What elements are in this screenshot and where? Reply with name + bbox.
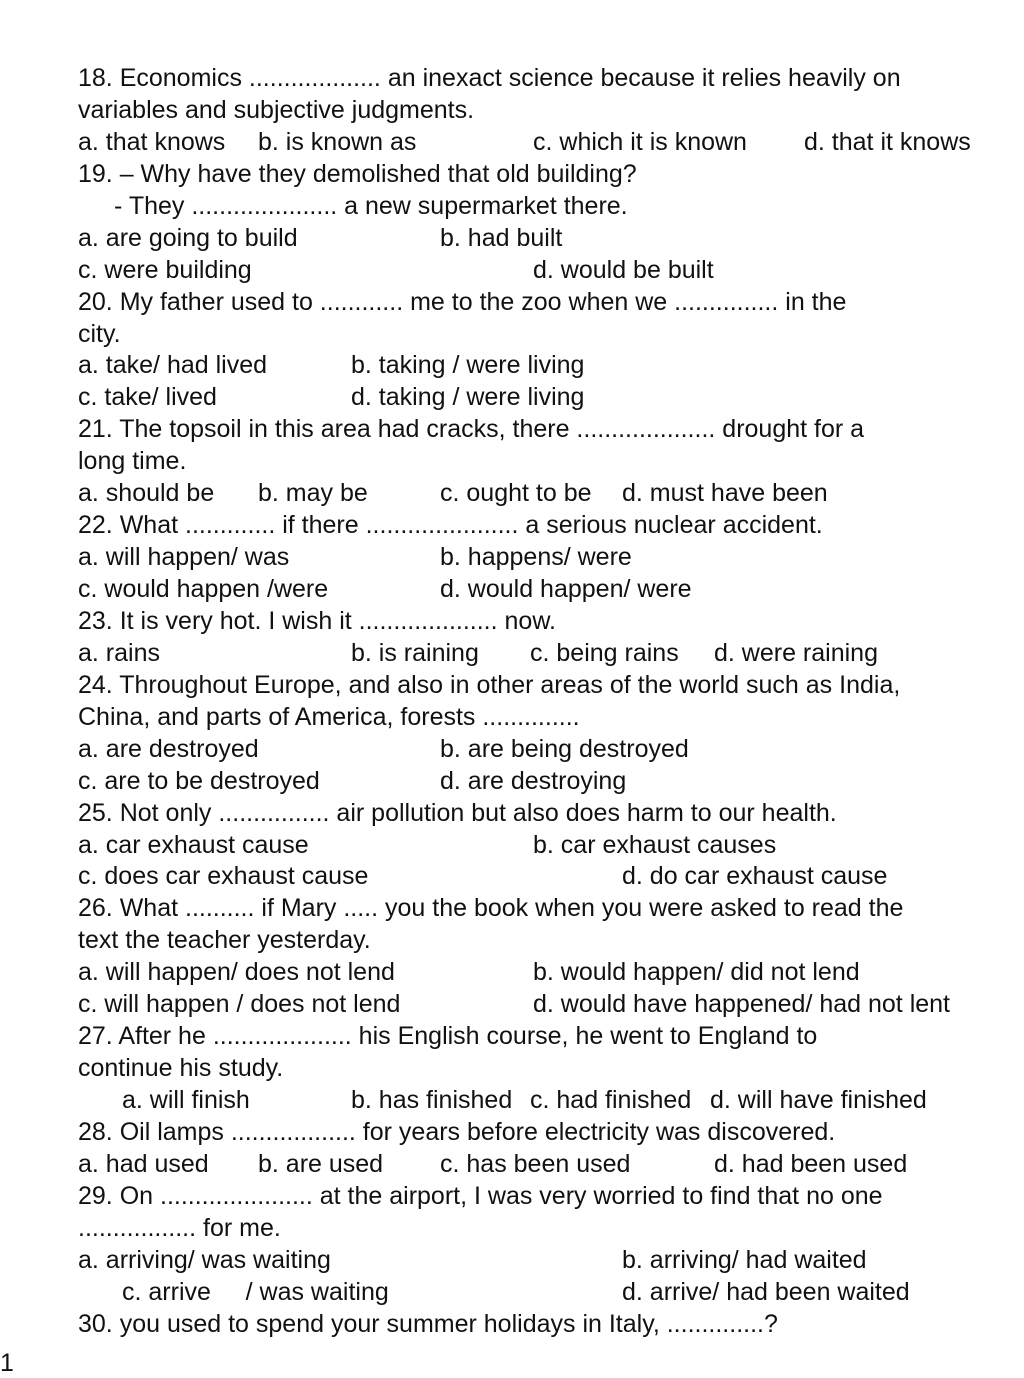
option-b: b. may be — [258, 479, 368, 508]
question-26-stem-cont: text the teacher yesterday. — [78, 926, 371, 955]
question-18-stem: 18. Economics ................... an inexact science because it relies heavily on — [78, 64, 901, 92]
question-22-stem: 22. What ............. if there ...................... a serious nuclear accident. — [78, 511, 823, 540]
option-c: c. would happen /were — [78, 575, 329, 603]
question-19-stem: 19. – Why have they demolished that old building? — [78, 159, 637, 188]
option-a: a. will happen/ does not lend — [78, 958, 395, 987]
question-24-stem: 24. Throughout Europe, and also in other areas of the world such as India, — [78, 670, 901, 699]
question-20-options-ab — [78, 350, 1008, 382]
option-a: a. rains — [78, 638, 160, 667]
question-26-stem: 26. What .......... if Mary ..... you the book when you were asked to read the — [78, 894, 904, 923]
option-b: b. arriving/ had waited — [622, 1245, 867, 1274]
option-c: c. are to be destroyed — [78, 766, 320, 795]
option-d: d. are destroying — [440, 766, 627, 795]
question-19-stem-cont: - They ..................... a new supermarket there. — [114, 191, 628, 220]
question-20-stem-cont: city. — [78, 319, 121, 348]
option-d: d. would have happened/ had not lent — [533, 990, 951, 1019]
question-23-stem: 23. It is very hot. I wish it .................... now. — [78, 606, 556, 635]
option-b: b. is known as — [258, 127, 417, 156]
option-b: b. are used — [258, 1149, 384, 1178]
option-b: b. are being destroyed — [440, 734, 689, 763]
option-d: d. do car exhaust cause — [622, 862, 888, 891]
option-d: d. arrive/ had been waited — [622, 1277, 910, 1306]
option-b: b. is raining — [351, 638, 479, 667]
option-a: a. will finish — [122, 1086, 250, 1114]
option-a: a. will happen/ was — [78, 543, 290, 572]
option-c: c. were building — [78, 255, 252, 284]
option-c: c. does car exhaust cause — [78, 862, 369, 891]
question-20-stem: 20. My father used to ............ me to the zoo when we ............... in the — [78, 287, 847, 316]
option-c: c. which it is known — [533, 127, 747, 156]
question-30-stem: 30. you used to spend your summer holidays in Italy, ..............? — [78, 1309, 778, 1338]
question-29-stem: 29. On ...................... at the airport, I was very worried to find that no one — [78, 1181, 883, 1210]
question-26-options-cd — [78, 989, 1008, 1021]
option-d: d. would be built — [533, 255, 714, 284]
option-a: a. are going to build — [78, 223, 298, 252]
question-20-options-cd — [78, 382, 1008, 414]
option-a: a. arriving/ was waiting — [78, 1245, 331, 1274]
question-28-options — [78, 1149, 1008, 1181]
option-b: b. had built — [440, 223, 563, 252]
question-25-stem: 25. Not only ................ air pollution but also does harm to our health. — [78, 798, 837, 827]
option-c: c. will happen / does not lend — [78, 990, 401, 1019]
question-24-options-ab — [78, 734, 1008, 766]
question-27-options — [78, 1085, 1008, 1117]
question-19-options-ab — [78, 223, 1008, 255]
option-c: c. being rains — [530, 638, 679, 667]
question-25-options-ab — [78, 830, 1008, 862]
option-c: c. ought to be — [440, 479, 592, 508]
question-24-stem-cont: China, and parts of America, forests .............. — [78, 702, 580, 731]
option-b: b. would happen/ did not lend — [533, 958, 860, 987]
page-number: 1 — [0, 1349, 14, 1377]
question-21-options — [78, 478, 1008, 510]
option-d: d. taking / were living — [351, 383, 585, 412]
option-d: d. that it knows — [804, 127, 971, 156]
option-a: a. car exhaust cause — [78, 830, 309, 859]
option-a: a. had used — [78, 1149, 209, 1178]
question-21-stem: 21. The topsoil in this area had cracks, there .................... drought for a — [78, 415, 865, 444]
option-a: a. should be — [78, 479, 215, 508]
question-29-options-cd — [78, 1277, 1008, 1309]
option-c: c. arrive / was waiting — [122, 1277, 389, 1306]
option-b: b. happens/ were — [440, 543, 632, 572]
option-b: b. taking / were living — [351, 351, 585, 380]
question-22-options-cd — [78, 574, 1008, 606]
question-28-stem: 28. Oil lamps .................. for years before electricity was discovered. — [78, 1117, 836, 1146]
question-22-options-ab — [78, 542, 1008, 574]
option-d: d. would happen/ were — [440, 575, 692, 603]
question-23-options — [78, 638, 1008, 670]
question-21-stem-cont: long time. — [78, 447, 187, 476]
option-a: a. take/ had lived — [78, 351, 268, 380]
question-26-options-ab — [78, 957, 1008, 989]
question-27-stem-cont: continue his study. — [78, 1054, 284, 1083]
option-a: a. are destroyed — [78, 734, 259, 763]
option-c: c. had finished — [530, 1086, 692, 1114]
question-18-stem-cont: variables and subjective judgments. — [78, 95, 475, 124]
question-24-options-cd — [78, 766, 1008, 798]
option-b: b. car exhaust causes — [533, 830, 777, 859]
question-29-stem-cont: ................. for me. — [78, 1213, 281, 1242]
option-b: b. has finished — [351, 1086, 513, 1114]
option-d: d. were raining — [714, 638, 878, 667]
question-19-options-cd — [78, 255, 1008, 287]
option-d: d. will have finished — [710, 1086, 927, 1114]
option-a: a. that knows — [78, 127, 226, 156]
option-c: c. take/ lived — [78, 383, 217, 412]
question-29-options-ab — [78, 1245, 1008, 1277]
option-c: c. has been used — [440, 1149, 631, 1178]
question-18-options — [78, 127, 1008, 159]
option-d: d. had been used — [714, 1149, 908, 1178]
option-d: d. must have been — [622, 479, 828, 508]
question-25-options-cd — [78, 861, 1008, 893]
worksheet — [78, 63, 1008, 1341]
question-27-stem: 27. After he .................... his English course, he went to England to — [78, 1022, 818, 1051]
